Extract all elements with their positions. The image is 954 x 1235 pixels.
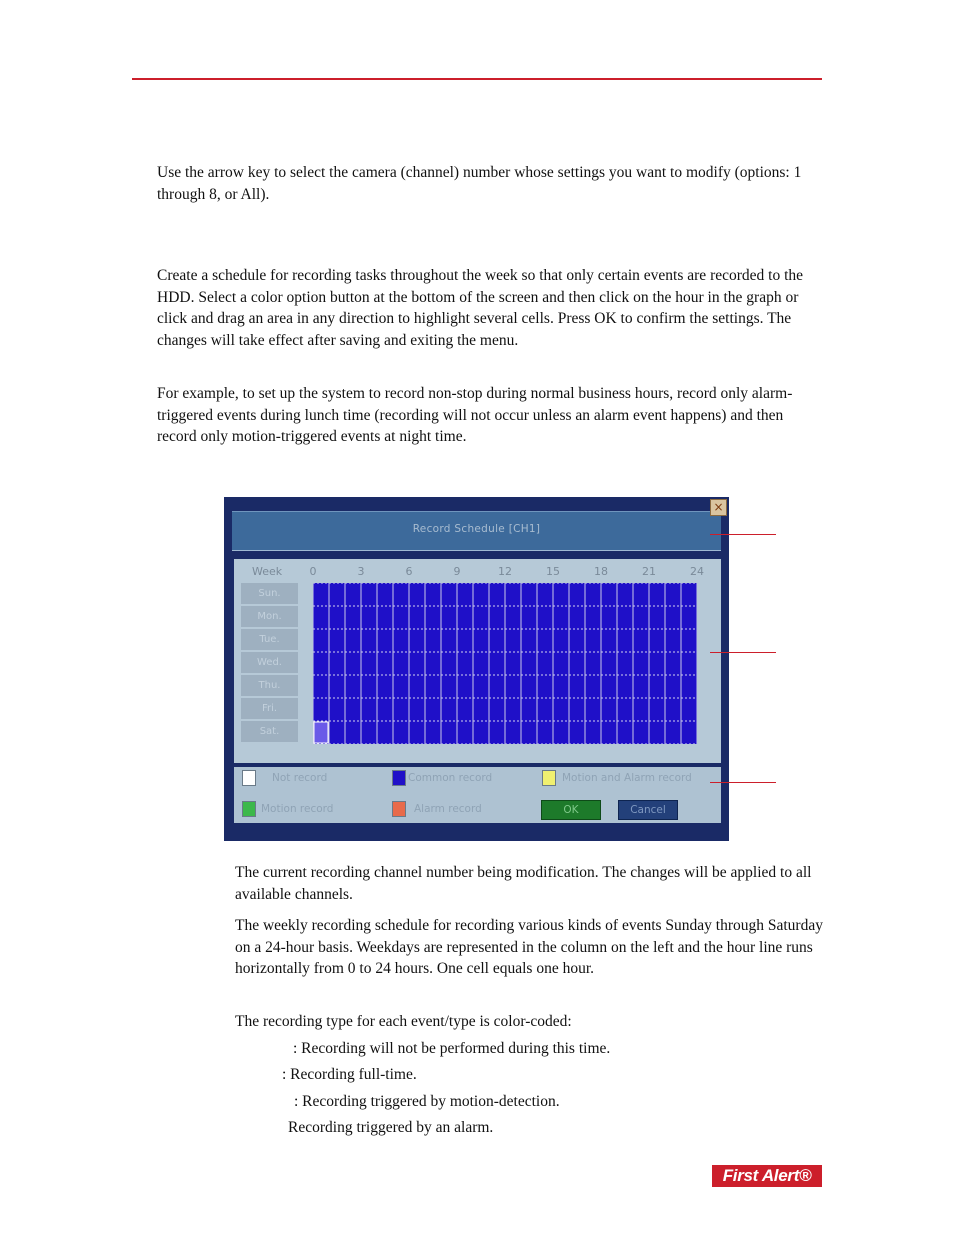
record-schedule-dialog xyxy=(224,497,729,841)
hour-label: 0 xyxy=(309,565,317,578)
legend-desc-common: : Recording full-time. xyxy=(282,1066,417,1083)
common-record-label: Common record xyxy=(408,772,493,784)
day-button-sat[interactable]: Sat. xyxy=(241,721,298,744)
first-alert-logo: First Alert® xyxy=(712,1165,822,1187)
description-1: The current recording channel number being modification. The changes will be applied to all available channels. xyxy=(235,864,812,903)
motion-record-swatch[interactable] xyxy=(242,801,256,817)
hour-label: 18 xyxy=(594,565,608,578)
hour-label: 6 xyxy=(405,565,413,578)
day-button-sun[interactable]: Sun. xyxy=(241,583,298,606)
alarm-record-label: Alarm record xyxy=(414,803,482,815)
close-icon[interactable]: × xyxy=(710,499,727,516)
header-rule xyxy=(132,78,822,80)
intro-paragraph-1: Use the arrow key to select the camera (channel) number whose settings you want to modify (options: 1 through 8, or All). xyxy=(157,164,802,203)
day-button-tue[interactable]: Tue. xyxy=(241,629,298,652)
hour-label: 3 xyxy=(357,565,365,578)
hour-label: 15 xyxy=(546,565,560,578)
dialog-title: Record Schedule [CH1] xyxy=(412,523,541,535)
day-button-thu[interactable]: Thu. xyxy=(241,675,298,698)
hour-label: 9 xyxy=(453,565,461,578)
cancel-button[interactable]: Cancel xyxy=(618,800,678,820)
common-record-swatch[interactable] xyxy=(392,770,406,786)
week-label: Week xyxy=(252,565,283,578)
description-2: The weekly recording schedule for recording various kinds of events Sunday through Saturday on a 24-hour basis. Weekdays are represented in the column on the left and the hour line runs horizontally from 0 to 24 hours. One cell equals one hour. xyxy=(235,917,823,977)
schedule-panel xyxy=(234,559,721,763)
dialog-title-bar xyxy=(232,511,721,551)
legend-desc-not-record: : Recording will not be performed during this time. xyxy=(293,1040,611,1057)
ok-button[interactable]: OK xyxy=(541,800,601,820)
hour-label: 24 xyxy=(690,565,704,578)
description-3: The recording type for each event/type is color-coded: xyxy=(235,1013,572,1030)
legend-desc-motion: : Recording triggered by motion-detection. xyxy=(294,1093,560,1110)
hour-label: 21 xyxy=(642,565,656,578)
intro-paragraph-3: For example, to set up the system to record non-stop during normal business hours, record only alarm-triggered events during lunch time (recording will not occur unless an alarm event happens) and then record only motion-triggered events at night time. xyxy=(157,385,793,445)
intro-paragraph-2: Create a schedule for recording tasks throughout the week so that only certain events are recorded to the HDD. Select a color option button at the bottom of the screen and then click on the hour in the graph or click and drag an area in any direction to highlight several cells. Press OK to confirm the settings. The changes will take effect after saving and exiting the menu. xyxy=(157,267,804,349)
not-record-label: Not record xyxy=(272,772,328,784)
motion-alarm-record-swatch[interactable] xyxy=(542,770,556,786)
callout-line-legend xyxy=(710,782,776,783)
not-record-swatch[interactable] xyxy=(242,770,256,786)
legend-desc-alarm: Recording triggered by an alarm. xyxy=(288,1119,494,1136)
alarm-record-swatch[interactable] xyxy=(392,801,406,817)
callout-line-grid xyxy=(710,652,776,653)
schedule-grid[interactable] xyxy=(313,583,697,744)
callout-line-title xyxy=(710,534,776,535)
motion-record-label: Motion record xyxy=(261,803,334,815)
day-button-wed[interactable]: Wed. xyxy=(241,652,298,675)
day-button-mon[interactable]: Mon. xyxy=(241,606,298,629)
legend-panel xyxy=(234,767,721,823)
motion-alarm-record-label: Motion and Alarm record xyxy=(562,772,692,784)
day-button-fri[interactable]: Fri. xyxy=(241,698,298,721)
hour-label: 12 xyxy=(498,565,512,578)
